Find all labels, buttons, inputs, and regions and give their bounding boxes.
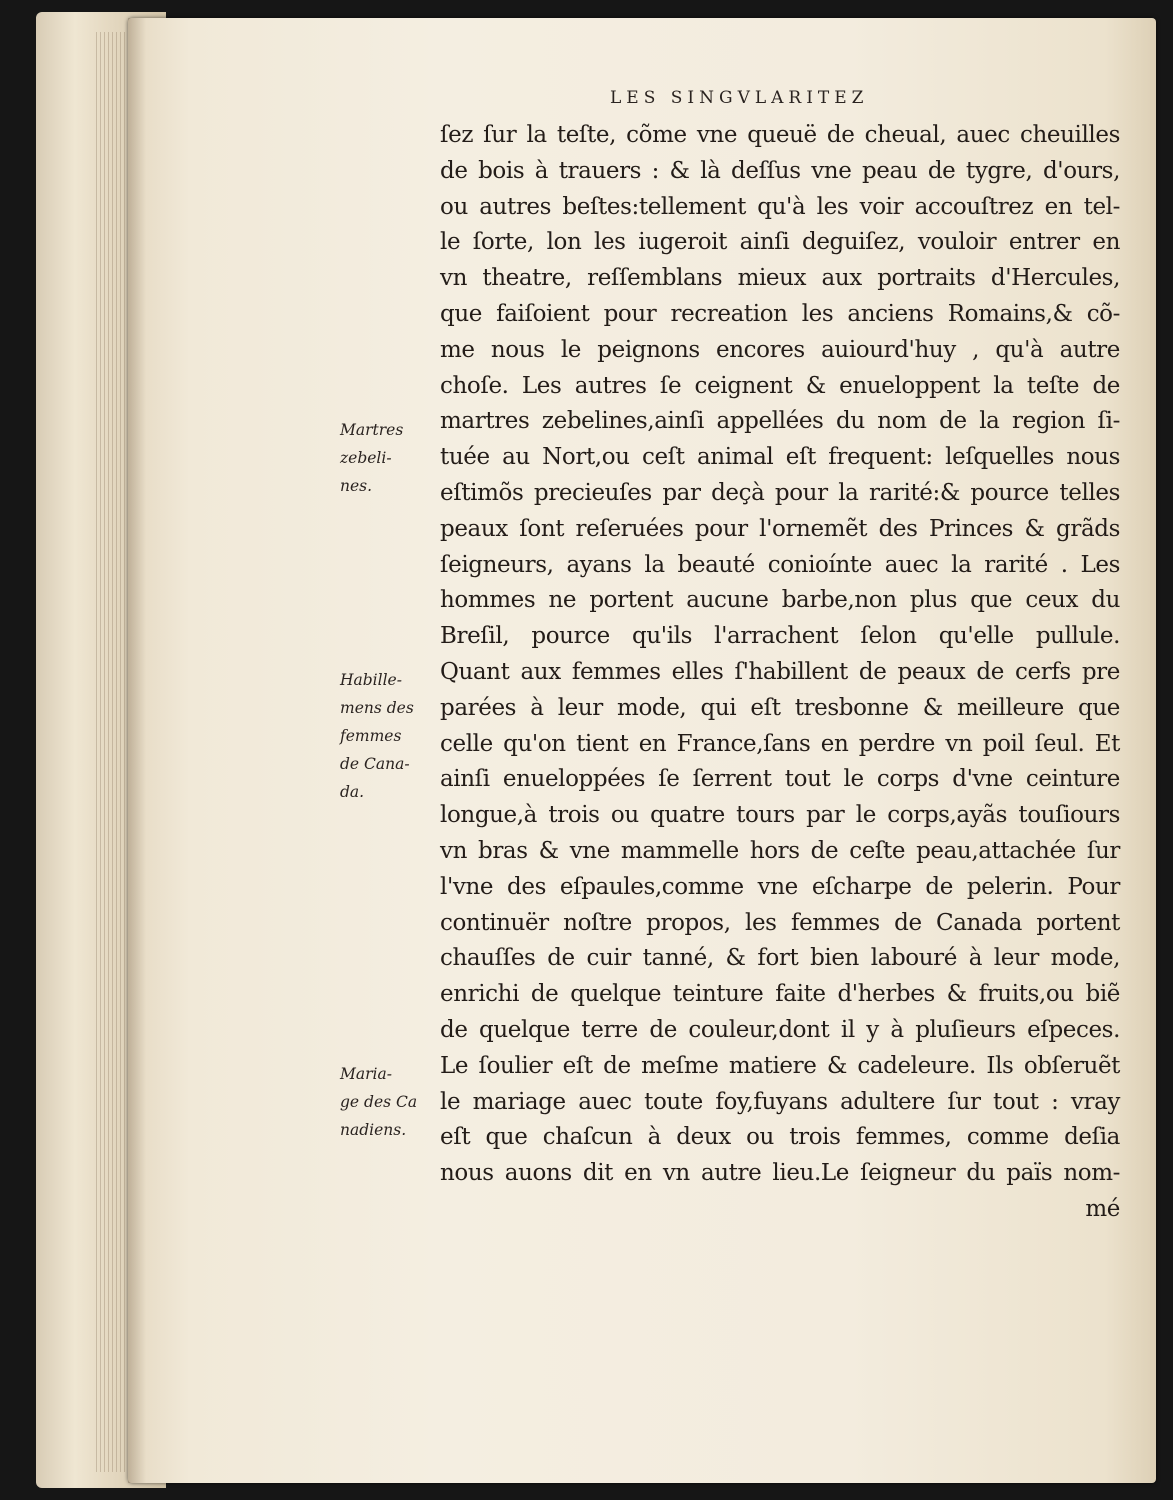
marginal-note-line: zebeli- xyxy=(340,449,392,467)
text-line: me nous le peignons encores auiourd'huy , qu'à autre xyxy=(440,336,1120,363)
text-line: vn theatre, reſſemblans mieux aux portraits d'Hercules, xyxy=(440,265,1120,292)
marginal-note-line: da. xyxy=(340,783,365,801)
marginal-note-line: Maria- xyxy=(340,1065,392,1083)
text-line: eſtimõs precieuſes par deçà pour la rarité:& pource telles xyxy=(440,479,1120,506)
marginal-note-habillemens xyxy=(340,666,436,806)
text-line: martres zebelines,ainſi appellées du nom de la region ſi- xyxy=(440,408,1120,435)
text-line: hommes ne portent aucune barbe,non plus que ceux du xyxy=(440,587,1120,614)
body-text xyxy=(440,118,1120,1228)
marginal-note-line: Martres xyxy=(340,421,404,439)
marginal-note-line: Habille- xyxy=(340,671,402,689)
text-line: peaux ſont reſeruées pour l'ornemẽt des Princes & grãds xyxy=(440,515,1120,542)
text-line: le mariage auec toute foy,fuyans adultere ſur tout : vray xyxy=(440,1088,1120,1115)
text-line: l'vne des eſpaules,comme vne eſcharpe de pelerin. Pour xyxy=(440,873,1120,900)
text-line: choſe. Les autres ſe ceignent & enueloppent la teſte de xyxy=(440,372,1120,399)
text-line: de bois à trauers : & là deſſus vne peau de tygre, d'ours, xyxy=(440,157,1120,184)
text-line: parées à leur mode, qui eſt tresbonne & meilleure que xyxy=(440,694,1120,721)
marginal-note-line: mens des xyxy=(340,699,414,717)
text-line: longue,à trois ou quatre tours par le corps,ayãs touſiours xyxy=(440,802,1120,829)
catchword: mé xyxy=(1085,1195,1120,1222)
text-line: tuée au Nort,ou ceſt animal eſt frequent: leſquelles nous xyxy=(440,444,1120,471)
text-line: nous auons dit en vn autre lieu.Le ſeigneur du païs nom- xyxy=(440,1160,1120,1187)
marginal-note-line: ge des Ca xyxy=(340,1093,418,1111)
marginal-note-line: nadiens. xyxy=(340,1121,407,1139)
running-title: LES SINGVLARITEZ xyxy=(610,88,869,108)
marginal-note-martres xyxy=(340,416,436,500)
text-line: Breſil, pource qu'ils l'arrachent ſelon qu'elle pullule. xyxy=(440,623,1120,650)
text-line: celle qu'on tient en France,ſans en perdre vn poil ſeul. Et xyxy=(440,730,1120,757)
text-line: Quant aux femmes elles ſ'habillent de peaux de cerfs pre xyxy=(440,658,1120,685)
text-line: ſeigneurs, ayans la beauté conioínte auec la rarité . Les xyxy=(440,551,1120,578)
text-line: continuër noſtre propos, les femmes de Canada portent xyxy=(440,909,1120,936)
text-line: le ſorte, lon les iugeroit ainſi deguiſez, vouloir entrer en xyxy=(440,229,1120,256)
text-line: de quelque terre de couleur,dont il y à pluſieurs eſpeces. xyxy=(440,1016,1120,1043)
marginal-note-mariage xyxy=(340,1060,436,1144)
text-line: eſt que chaſcun à deux ou trois femmes, comme deſia xyxy=(440,1124,1120,1151)
marginal-note-line: femmes xyxy=(340,727,402,745)
text-line: chauſſes de cuir tanné, & fort bien labouré à leur mode, xyxy=(440,945,1120,972)
text-line: ainſi enueloppées ſe ſerrent tout le corps d'vne ceinture xyxy=(440,766,1120,793)
text-line: ou autres beſtes:tellement qu'à les voir accouſtrez en tel- xyxy=(440,193,1120,220)
text-line: enrichi de quelque teinture faite d'herbes & fruits,ou biẽ xyxy=(440,981,1120,1008)
text-line: ſez ſur la teſte, cõme vne queuë de cheual, auec cheuilles xyxy=(440,122,1120,148)
text-line: Le ſoulier eſt de meſme matiere & cadeleure. Ils obſeruẽt xyxy=(440,1052,1120,1079)
text-line: que faiſoient pour recreation les anciens Romains,& cõ- xyxy=(440,300,1120,327)
marginal-note-line: nes. xyxy=(340,477,373,495)
marginal-note-line: de Cana- xyxy=(340,755,410,773)
spine-shadow xyxy=(128,18,146,1483)
text-line: vn bras & vne mammelle hors de ceſte peau,attachée ſur xyxy=(440,837,1120,864)
